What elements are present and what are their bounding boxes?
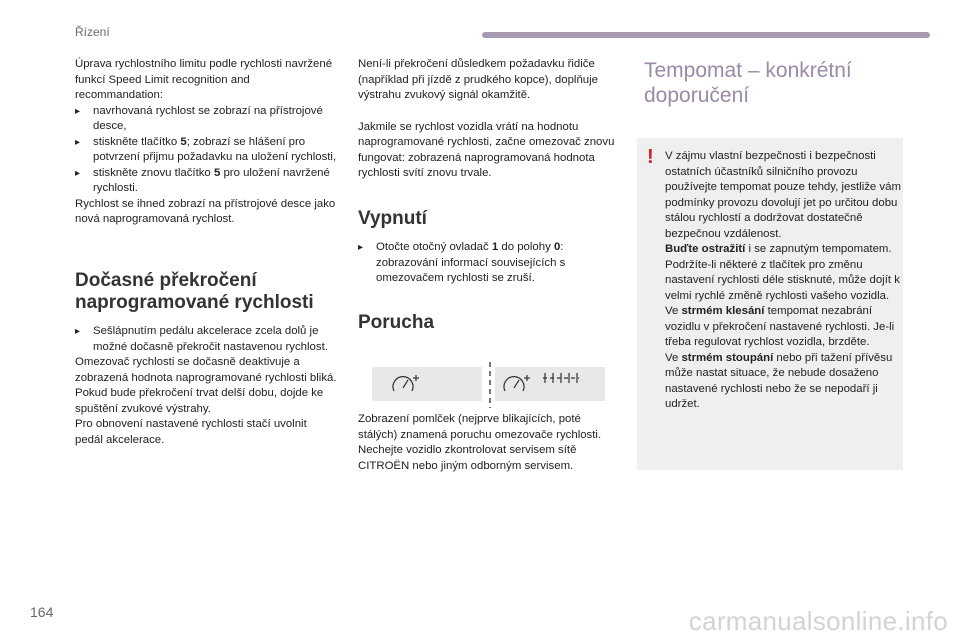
column-1-lower [75, 324, 337, 448]
column-1 [75, 57, 337, 228]
exclamation-warning-icon: ! [647, 146, 654, 168]
list-item: ▸ Otočte otočný ovladač 1 do polohy 0: zobrazování informací souvisejících s omezovačem rychlosti se zruší. [358, 241, 566, 284]
paragraph: Rychlost se ihned zobrazí na přístrojové desce jako nová naprogramovaná rychlost. [75, 197, 336, 225]
section-heading-off: Vypnutí [358, 208, 427, 229]
speed-limiter-dashes-graphic [495, 367, 605, 401]
separator [489, 362, 491, 408]
section-heading-temporary-exceed: Dočasné překročení naprogramované rychlosti [75, 270, 314, 313]
paragraph: Nechejte vozidlo zkontrolovat servisem sítě CITROËN nebo jiným odborným servisem. [358, 444, 577, 472]
fault-description [358, 412, 623, 474]
arrow-bullet-icon: ▸ [75, 167, 81, 179]
arrow-bullet-icon: ▸ [75, 105, 81, 117]
off-instructions [358, 240, 623, 287]
list-item: ▸ stiskněte znovu tlačítko 5 pro uložení navržené rychlosti. [75, 166, 330, 194]
paragraph: Pokud bude překročení trvat delší dobu, dojde ke spuštění zvukové výstrahy. [75, 387, 324, 415]
section-label: Řízení [75, 25, 110, 39]
page-number: 164 [30, 604, 54, 620]
arrow-bullet-icon: ▸ [358, 242, 364, 253]
arrow-bullet-icon: ▸ [75, 326, 81, 337]
intro-text: Úprava rychlostního limitu podle rychlosti navržené funkcí Speed Limit recognition and recommandation: [75, 58, 333, 101]
paragraph: Zobrazení pomlček (nejprve blikajících, poté stálých) znamená poruchu omezovače rychlosti. [358, 413, 602, 441]
arrow-bullet-icon: ▸ [75, 136, 81, 148]
list-item: ▸ navrhovaná rychlost se zobrazí na přístrojové desce, [75, 104, 323, 132]
watermark: carmanualsonline.info [688, 606, 948, 636]
speed-limiter-dashes-graphic [372, 367, 482, 401]
paragraph: Pro obnovení nastavené rychlosti stačí uvolnit pedál akcelerace. [75, 418, 307, 446]
section-heading-fault: Porucha [358, 312, 435, 333]
blinking-dashes-display [372, 367, 482, 401]
paragraph: Jakmile se rychlost vozidla vrátí na hodnotu naprogramované rychlosti, začne omezovač znovu fungovat: zobrazená naprogramovaná hodnota rychlosti svítí znovu trvale. [358, 120, 615, 179]
warning-text: V zájmu vlastní bezpečnosti i bezpečnosti ostatních účastníků silničního provozu používejte tempomat pouze tehdy, jestliže vám podmínky provozu dovolují jet po určitou dobu stálou rychlostí a dodržovat dostatečně bezpečnou vzdálenost. Buďte ostražití i se zapnutým tempomatem. Podržíte-li některé z tlačítek pro změnu nastavení rychlosti déle stisknuté, může dojít k velmi rychlé změně rychlosti vašeho vozidla. Ve strmém klesání tempomat nezabrání vozidlu v překročení nastavené rychlosti. Je-li třeba regulovat rychlost vozidla, brzděte. Ve strmém stoupání nebo při tažení přívěsu může nastat situace, že nebude dosaženo nastavené rychlosti nebo že se nepodaří ji udržet. [665, 150, 901, 410]
steady-dashes-display [495, 367, 605, 401]
paragraph: Omezovač rychlosti se dočasně deaktivuje a zobrazená hodnota naprogramované rychlosti bliká. [75, 356, 337, 384]
column-2 [358, 57, 623, 182]
list-item: ▸ Sešlápnutím pedálu akcelerace zcela dolů je možné dočasně překročit nastavenou rychlost. [75, 325, 328, 353]
paragraph: Není-li překročení důsledkem požadavku řidiče (například při jízdě z prudkého kopce), doplňuje výstrahu zvukový signál okamžitě. [358, 58, 598, 101]
section-title-cruise-control: Tempomat – konkrétní doporučení [644, 59, 852, 107]
header-bar [482, 32, 930, 38]
list-item: ▸ stiskněte tlačítko 5; zobrazí se hlášení pro potvrzení přijmu požadavku na uložení rychlosti, [75, 135, 337, 163]
